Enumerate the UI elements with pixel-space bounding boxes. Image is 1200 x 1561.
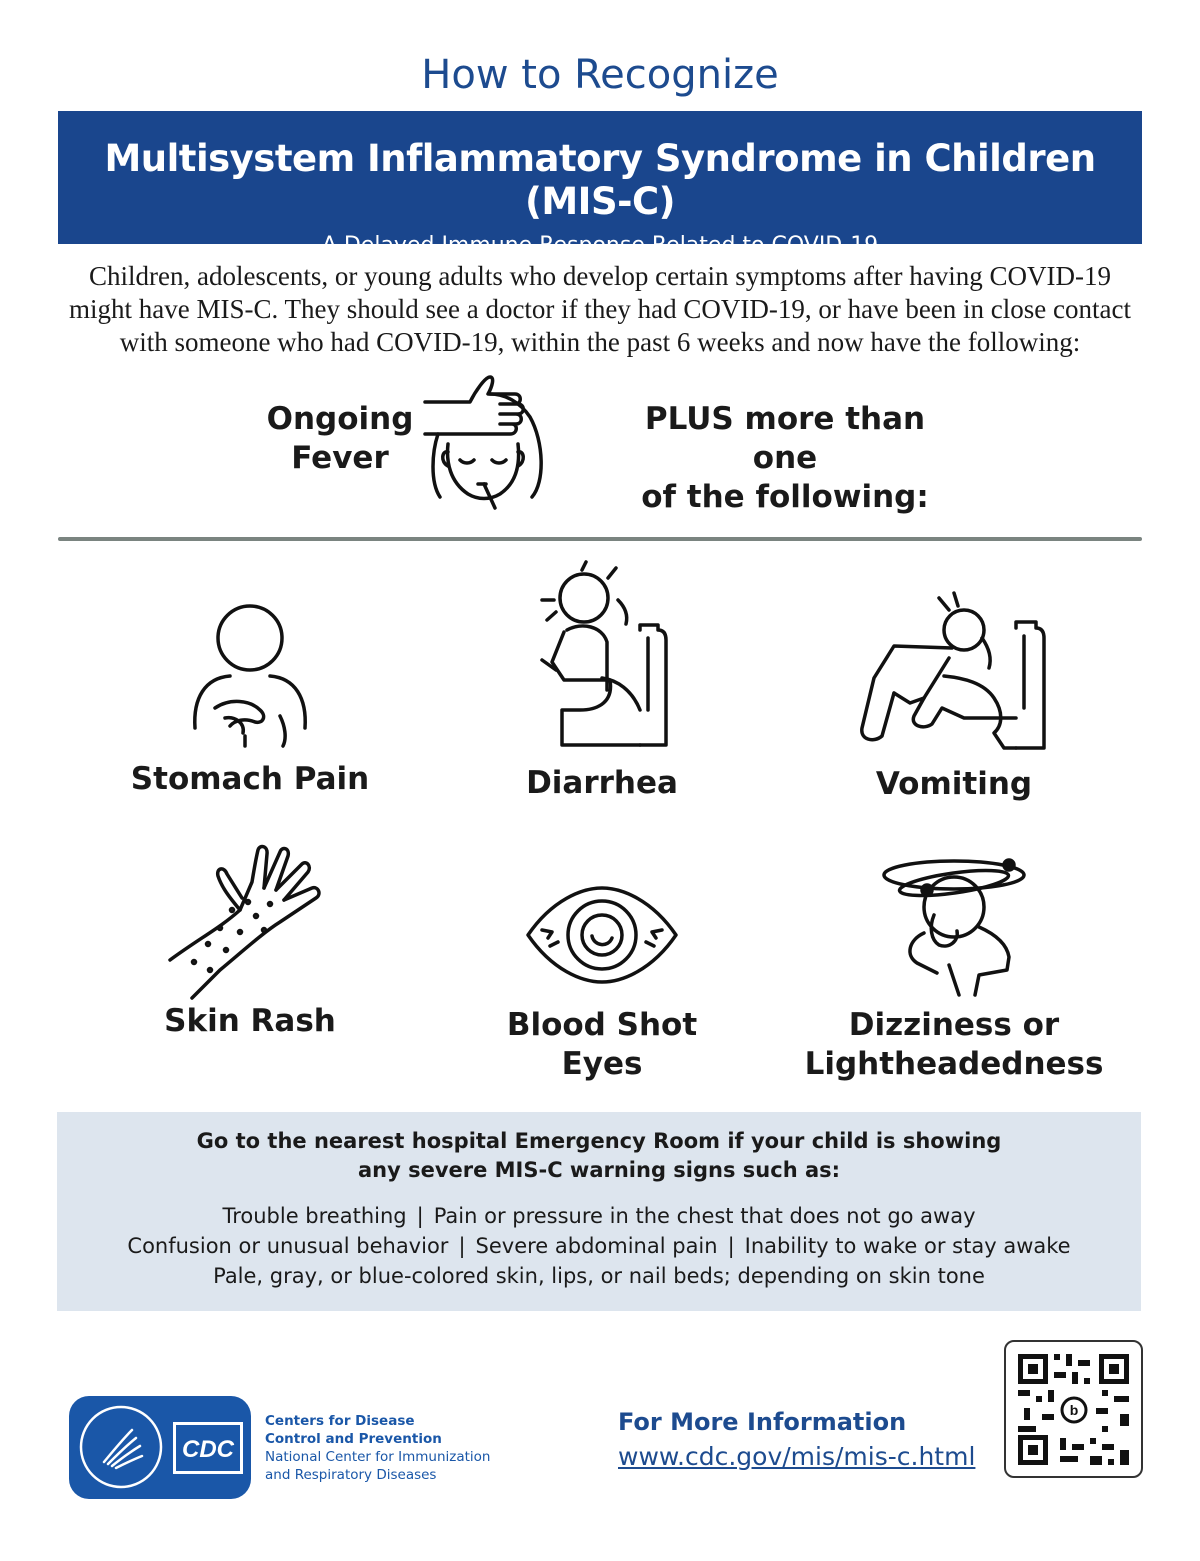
symptom-bloodshot-eyes (432, 880, 772, 1084)
symptom-dizziness (784, 845, 1124, 1084)
symptom-label: Lightheadedness (804, 1046, 1104, 1082)
org-name (265, 1412, 491, 1484)
symptom-label: Eyes (561, 1046, 643, 1082)
cdc-logo-icon (173, 1422, 243, 1474)
separator: | (727, 1234, 735, 1258)
hhs-cdc-logo (69, 1396, 251, 1499)
symptom-vomiting (784, 588, 1124, 804)
fever-label-line: Ongoing (266, 401, 414, 437)
symptom-label: Stomach Pain (130, 761, 370, 797)
hhs-seal-icon (74, 1400, 169, 1495)
warning-box (57, 1112, 1141, 1311)
fever-label (240, 400, 440, 478)
org-line: Centers for Disease (265, 1413, 415, 1429)
warning-sign: Trouble breathing (222, 1204, 407, 1228)
intro-line: with someone who had COVID-19, within the past 6 weeks and now have the following: (119, 327, 1081, 357)
more-info-heading: For More Information (618, 1408, 907, 1436)
warning-heading-line: Go to the nearest hospital Emergency Room if your child is showing (196, 1129, 1002, 1153)
qr-code-icon (1018, 1354, 1129, 1465)
warning-sign: Confusion or unusual behavior (127, 1234, 449, 1258)
qr-code-frame (1004, 1340, 1143, 1478)
warning-sign: Pain or pressure in the chest that does not go away (433, 1204, 976, 1228)
more-info-link[interactable]: www.cdc.gov/mis/mis-c.html (618, 1442, 976, 1471)
svg-text:b: b (1069, 1402, 1079, 1418)
separator: | (416, 1204, 424, 1228)
diarrhea-icon (522, 560, 682, 750)
symptom-stomach-pain (80, 598, 420, 799)
warning-sign: Inability to wake or stay awake (744, 1234, 1071, 1258)
symptom-skin-rash (80, 840, 420, 1041)
plus-label (610, 400, 960, 517)
org-line: and Respiratory Diseases (265, 1467, 437, 1483)
warning-heading-line: any severe MIS-C warning signs such as: (357, 1158, 841, 1182)
bloodshot-eye-icon (522, 880, 682, 990)
fever-icon (420, 372, 555, 512)
separator: | (458, 1234, 466, 1258)
dizziness-icon (879, 845, 1029, 1000)
intro-line: Children, adolescents, or young adults who develop certain symptoms after having COVID-19 (88, 261, 1112, 291)
fever-label-line: Fever (291, 440, 389, 476)
skin-rash-icon (160, 840, 340, 1000)
org-line: National Center for Immunization (265, 1449, 491, 1465)
more-info (618, 1408, 975, 1471)
title-banner (58, 111, 1142, 258)
warning-signs (57, 1201, 1141, 1291)
symptom-label: Vomiting (875, 766, 1033, 802)
symptom-label: Blood Shot (506, 1007, 698, 1043)
intro-paragraph (60, 260, 1140, 359)
warning-heading (57, 1127, 1141, 1185)
vomiting-icon (854, 588, 1054, 753)
intro-line: might have MIS-C. They should see a doctor if they had COVID-19, or have been in close contact (69, 294, 1131, 324)
cdc-logo-text: CDC (182, 1436, 234, 1463)
symptom-label: Skin Rash (164, 1003, 336, 1039)
plus-label-line: of the following: (641, 479, 929, 515)
stomach-pain-icon (175, 598, 325, 748)
pre-title: How to Recognize (421, 52, 779, 98)
warning-sign: Pale, gray, or blue-colored skin, lips, or nail beds; depending on skin tone (213, 1264, 985, 1288)
org-line: Control and Prevention (265, 1431, 442, 1447)
page-title: Multisystem Inflammatory Syndrome in Children (MIS-C) (104, 137, 1096, 223)
section-divider (58, 537, 1142, 541)
page-subtitle: A Delayed Immune Response Related to COVID-19 (321, 233, 879, 258)
symptom-diarrhea (432, 560, 772, 803)
plus-label-line: PLUS more than one (644, 401, 926, 476)
symptom-label: Dizziness or (848, 1007, 1060, 1043)
warning-sign: Severe abdominal pain (475, 1234, 718, 1258)
symptom-label: Diarrhea (526, 765, 678, 801)
